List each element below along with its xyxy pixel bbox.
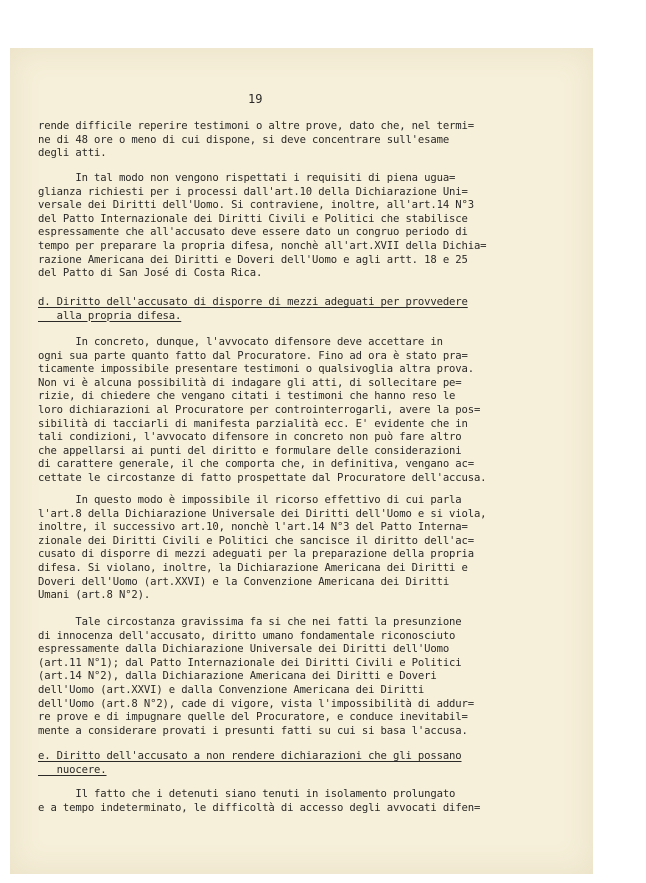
text-line: degli atti. xyxy=(38,147,107,160)
text-line: ticamente impossibile presentare testimoni o qualsivoglia altra prova. xyxy=(38,363,474,376)
text-line: Tale circostanza gravissima fa si che nei fatti la presunzione xyxy=(38,616,462,628)
text-line: In concreto, dunque, l'avvocato difensore deve accettare in xyxy=(38,336,443,348)
text-line: cusato di disporre di mezzi adeguati per la preparazione della propria xyxy=(38,548,474,561)
heading-line: alla propria difesa. xyxy=(38,309,182,322)
paragraph-in-questo-modo xyxy=(38,494,578,603)
text-line: del Patto di San José di Costa Rica. xyxy=(38,267,263,280)
text-line: sibilità di tacciarli di manifesta parzialità ecc. E' evidente che in xyxy=(38,417,468,430)
text-line: loro dichiarazioni al Procuratore per controinterrogarli, avere la pos= xyxy=(38,403,481,416)
heading-line: e. Diritto dell'accusato a non rendere dichiarazioni che gli possano xyxy=(38,750,462,762)
text-line: razione Americana dei Diritti e Doveri dell'Uomo e agli artt. 18 e 25 xyxy=(38,253,468,266)
text-line: di innocenza dell'accusato, diritto umano fondamentale riconosciuto xyxy=(38,629,456,642)
text-line: tali condizioni, l'avvocato difensore in concreto non può fare altro xyxy=(38,431,462,444)
text-line: espressamente che all'accusato deve essere dato un congruo periodo di xyxy=(38,226,468,239)
text-line: l'art.8 della Dichiarazione Universale dei Diritti dell'Uomo e si viola, xyxy=(38,507,487,520)
paragraph-in-concreto xyxy=(38,336,578,486)
text-line: difesa. Si violano, inoltre, la Dichiarazione Americana dei Diritti e xyxy=(38,561,468,574)
paragraph-tale-circostanza xyxy=(38,616,578,738)
paragraph-requisiti xyxy=(38,172,578,281)
text-line: Umani (art.8 N°2). xyxy=(38,589,151,602)
text-line: (art.11 N°1); dal Patto Internazionale dei Diritti Civili e Politici xyxy=(38,656,462,669)
section-heading-e xyxy=(38,750,578,777)
text-line: In tal modo non vengono rispettati i requisiti di piena ugua= xyxy=(38,172,456,184)
text-line: rende difficile reperire testimoni o altre prove, dato che, nel termi= xyxy=(38,120,474,132)
text-line: ogni sua parte quanto fatto dal Procuratore. Fino ad ora è stato pra= xyxy=(38,349,468,362)
heading-line: nuocere. xyxy=(38,763,107,776)
text-line: rizie, di chiedere che vengano citati i testimoni che hanno reso le xyxy=(38,390,456,403)
text-line: dell'Uomo (art.XXVI) e dalla Convenzione Americana dei Diritti xyxy=(38,683,425,696)
text-line: re prove e di impugnare quelle del Procuratore, e conduce inevitabil= xyxy=(38,711,468,724)
text-line: Il fatto che i detenuti siano tenuti in isolamento prolungato xyxy=(38,788,456,800)
text-line: (art.14 N°2), dalla Dichiarazione Americana dei Diritti e Doveri xyxy=(38,670,437,683)
section-heading-d xyxy=(38,296,578,323)
text-line: inoltre, il successivo art.10, nonchè l'art.14 N°3 del Patto Interna= xyxy=(38,521,468,534)
text-line: e a tempo indeterminato, le difficoltà di accesso degli avvocati difen= xyxy=(38,801,481,814)
text-line: mente a considerare provati i presunti fatti su cui si basa l'accusa. xyxy=(38,724,468,737)
text-line: dell'Uomo (art.8 N°2), cade di vigore, vista l'impossibilità di addur= xyxy=(38,697,474,710)
paragraph-continuation xyxy=(38,120,578,161)
document-page xyxy=(10,48,593,874)
page-number: 19 xyxy=(248,92,263,106)
text-line: versale dei Diritti dell'Uomo. Si contraviene, inoltre, all'art.14 N°3 xyxy=(38,199,474,212)
text-line: del Patto Internazionale dei Diritti Civili e Politici che stabilisce xyxy=(38,212,468,225)
text-line: espressamente dalla Dichiarazione Universale dei Diritti dell'Uomo xyxy=(38,643,450,656)
text-line: glianza richiesti per i processi dall'art.10 della Dichiarazione Uni= xyxy=(38,185,468,198)
text-line: In questo modo è impossibile il ricorso effettivo di cui parla xyxy=(38,494,462,506)
paragraph-il-fatto xyxy=(38,788,578,815)
text-line: di carattere generale, il che comporta che, in definitiva, vengano ac= xyxy=(38,458,474,471)
text-line: zionale dei Diritti Civili e Politici che sancisce il diritto dell'ac= xyxy=(38,534,474,547)
text-line: Doveri dell'Uomo (art.XXVI) e la Convenzione Americana dei Diritti xyxy=(38,575,450,588)
text-line: Non vi è alcuna possibilità di indagare gli atti, di sollecitare pe= xyxy=(38,376,462,389)
text-line: cettate le circostanze di fatto prospettate dal Procuratore dell'accusa. xyxy=(38,471,487,484)
text-line: ne di 48 ore o meno di cui dispone, si deve concentrare sull'esame xyxy=(38,133,450,146)
text-line: che appellarsi ai punti del diritto e formulare delle considerazioni xyxy=(38,444,462,457)
text-line: tempo per preparare la propria difesa, nonchè all'art.XVII della Dichia= xyxy=(38,239,487,252)
heading-line: d. Diritto dell'accusato di disporre di mezzi adeguati per provvedere xyxy=(38,296,468,308)
